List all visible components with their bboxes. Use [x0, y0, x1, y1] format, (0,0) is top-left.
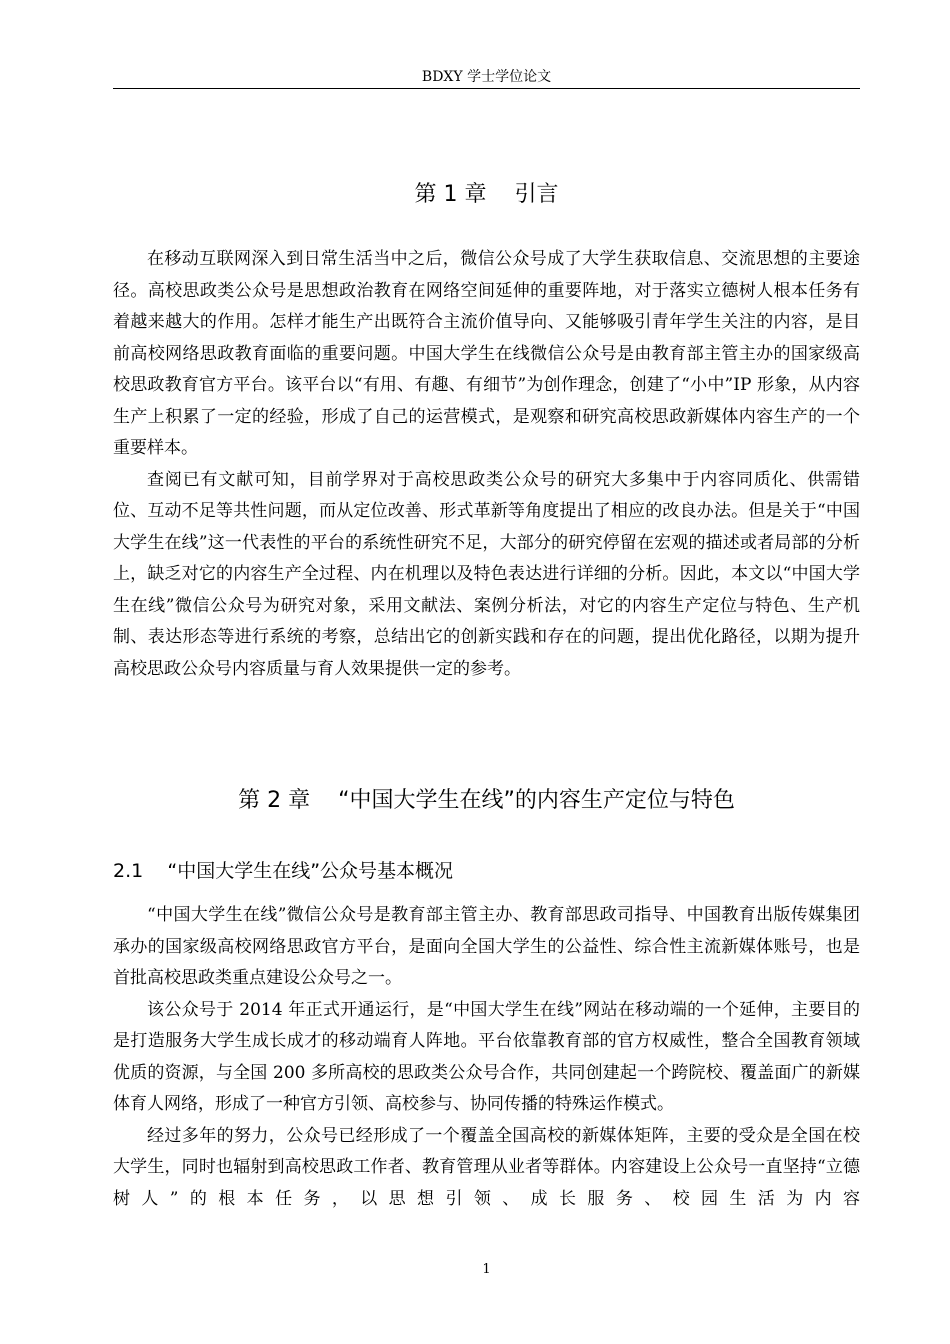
section-2-1-paragraph-1: “中国大学生在线”微信公众号是教育部主管主办、教育部思政司指导、中国教育出版传媒集团承办的国家级高校网络思政官方平台，是面向全国大学生的公益性、综合性主流新媒体账号，也是首批高校思政类重点建设公众号之一。	[113, 905, 860, 988]
section-2-1-title: 2.1 “中国大学生在线”公众号基本概况	[113, 860, 454, 882]
chapter-1-paragraph-2: 查阅已有文献可知，目前学界对于高校思政类公众号的研究大多集中于内容同质化、供需错位、互动不足等共性问题，而从定位改善、形式革新等角度提出了相应的改良办法。但是关于“中国大学生在线”这一代表性的平台的系统性研究不足，大部分的研究停留在宏观的描述或者局部的分析上，缺乏对它的内容生产全过程、内在机理以及特色表达进行详细的分析。因此，本文以“中国大学生在线”微信公众号为研究对象，采用文献法、案例分析法，对它的内容生产定位与特色、生产机制、表达形态等进行系统的考察，总结出它的创新实践和存在的问题，提出优化路径，以期为提升高校思政公众号内容质量与育人效果提供一定的参考。	[113, 469, 860, 679]
chapter-1-title: 第 1 章 引言	[414, 182, 559, 207]
section-2-1-body	[113, 900, 860, 1215]
section-2-1-paragraph-3: 经过多年的努力，公众号已经形成了一个覆盖全国高校的新媒体矩阵，主要的受众是全国在校大学生，同时也辐射到高校思政工作者、教育管理从业者等群体。内容建设上公众号一直坚持“立德树人”的根本任务，以思想引领、成长服务、校园生活为内容	[113, 1125, 860, 1209]
chapter-1-paragraph-1: 在移动互联网深入到日常生活当中之后，微信公众号成了大学生获取信息、交流思想的主要途径。高校思政类公众号是思想政治教育在网络空间延伸的重要阵地，对于落实立德树人根本任务有着越来越大的作用。怎样才能生产出既符合主流价值导向、又能够吸引青年学生关注的内容，是目前高校网络思政教育面临的重要问题。中国大学生在线微信公众号是由教育部主管主办的国家级高校思政教育官方平台。该平台以“有用、有趣、有细节”为创作理念，创建了“小中”IP 形象，从内容生产上积累了一定的经验，形成了自己的运营模式，是观察和研究高校思政新媒体内容生产的一个重要样本。	[113, 249, 860, 458]
chapter-1-body	[113, 244, 860, 685]
header-rule	[113, 88, 860, 89]
section-2-1-paragraph-2: 该公众号于 2014 年正式开通运行，是“中国大学生在线”网站在移动端的一个延伸，主要目的是打造服务大学生成长成才的移动端育人阵地。平台依靠教育部的官方权威性，整合全国教育领域优质的资源，与全国 200 多所高校的思政类公众号合作，共同创建起一个跨院校、覆盖面广的新媒体育人网络，形成了一种官方引领、高校参与、协同传播的特殊运作模式。	[113, 999, 860, 1114]
running-header: BDXY 学士学位论文	[421, 69, 552, 85]
page-number: 1	[482, 1262, 491, 1277]
chapter-2-title: 第 2 章 “中国大学生在线”的内容生产定位与特色	[238, 788, 735, 813]
